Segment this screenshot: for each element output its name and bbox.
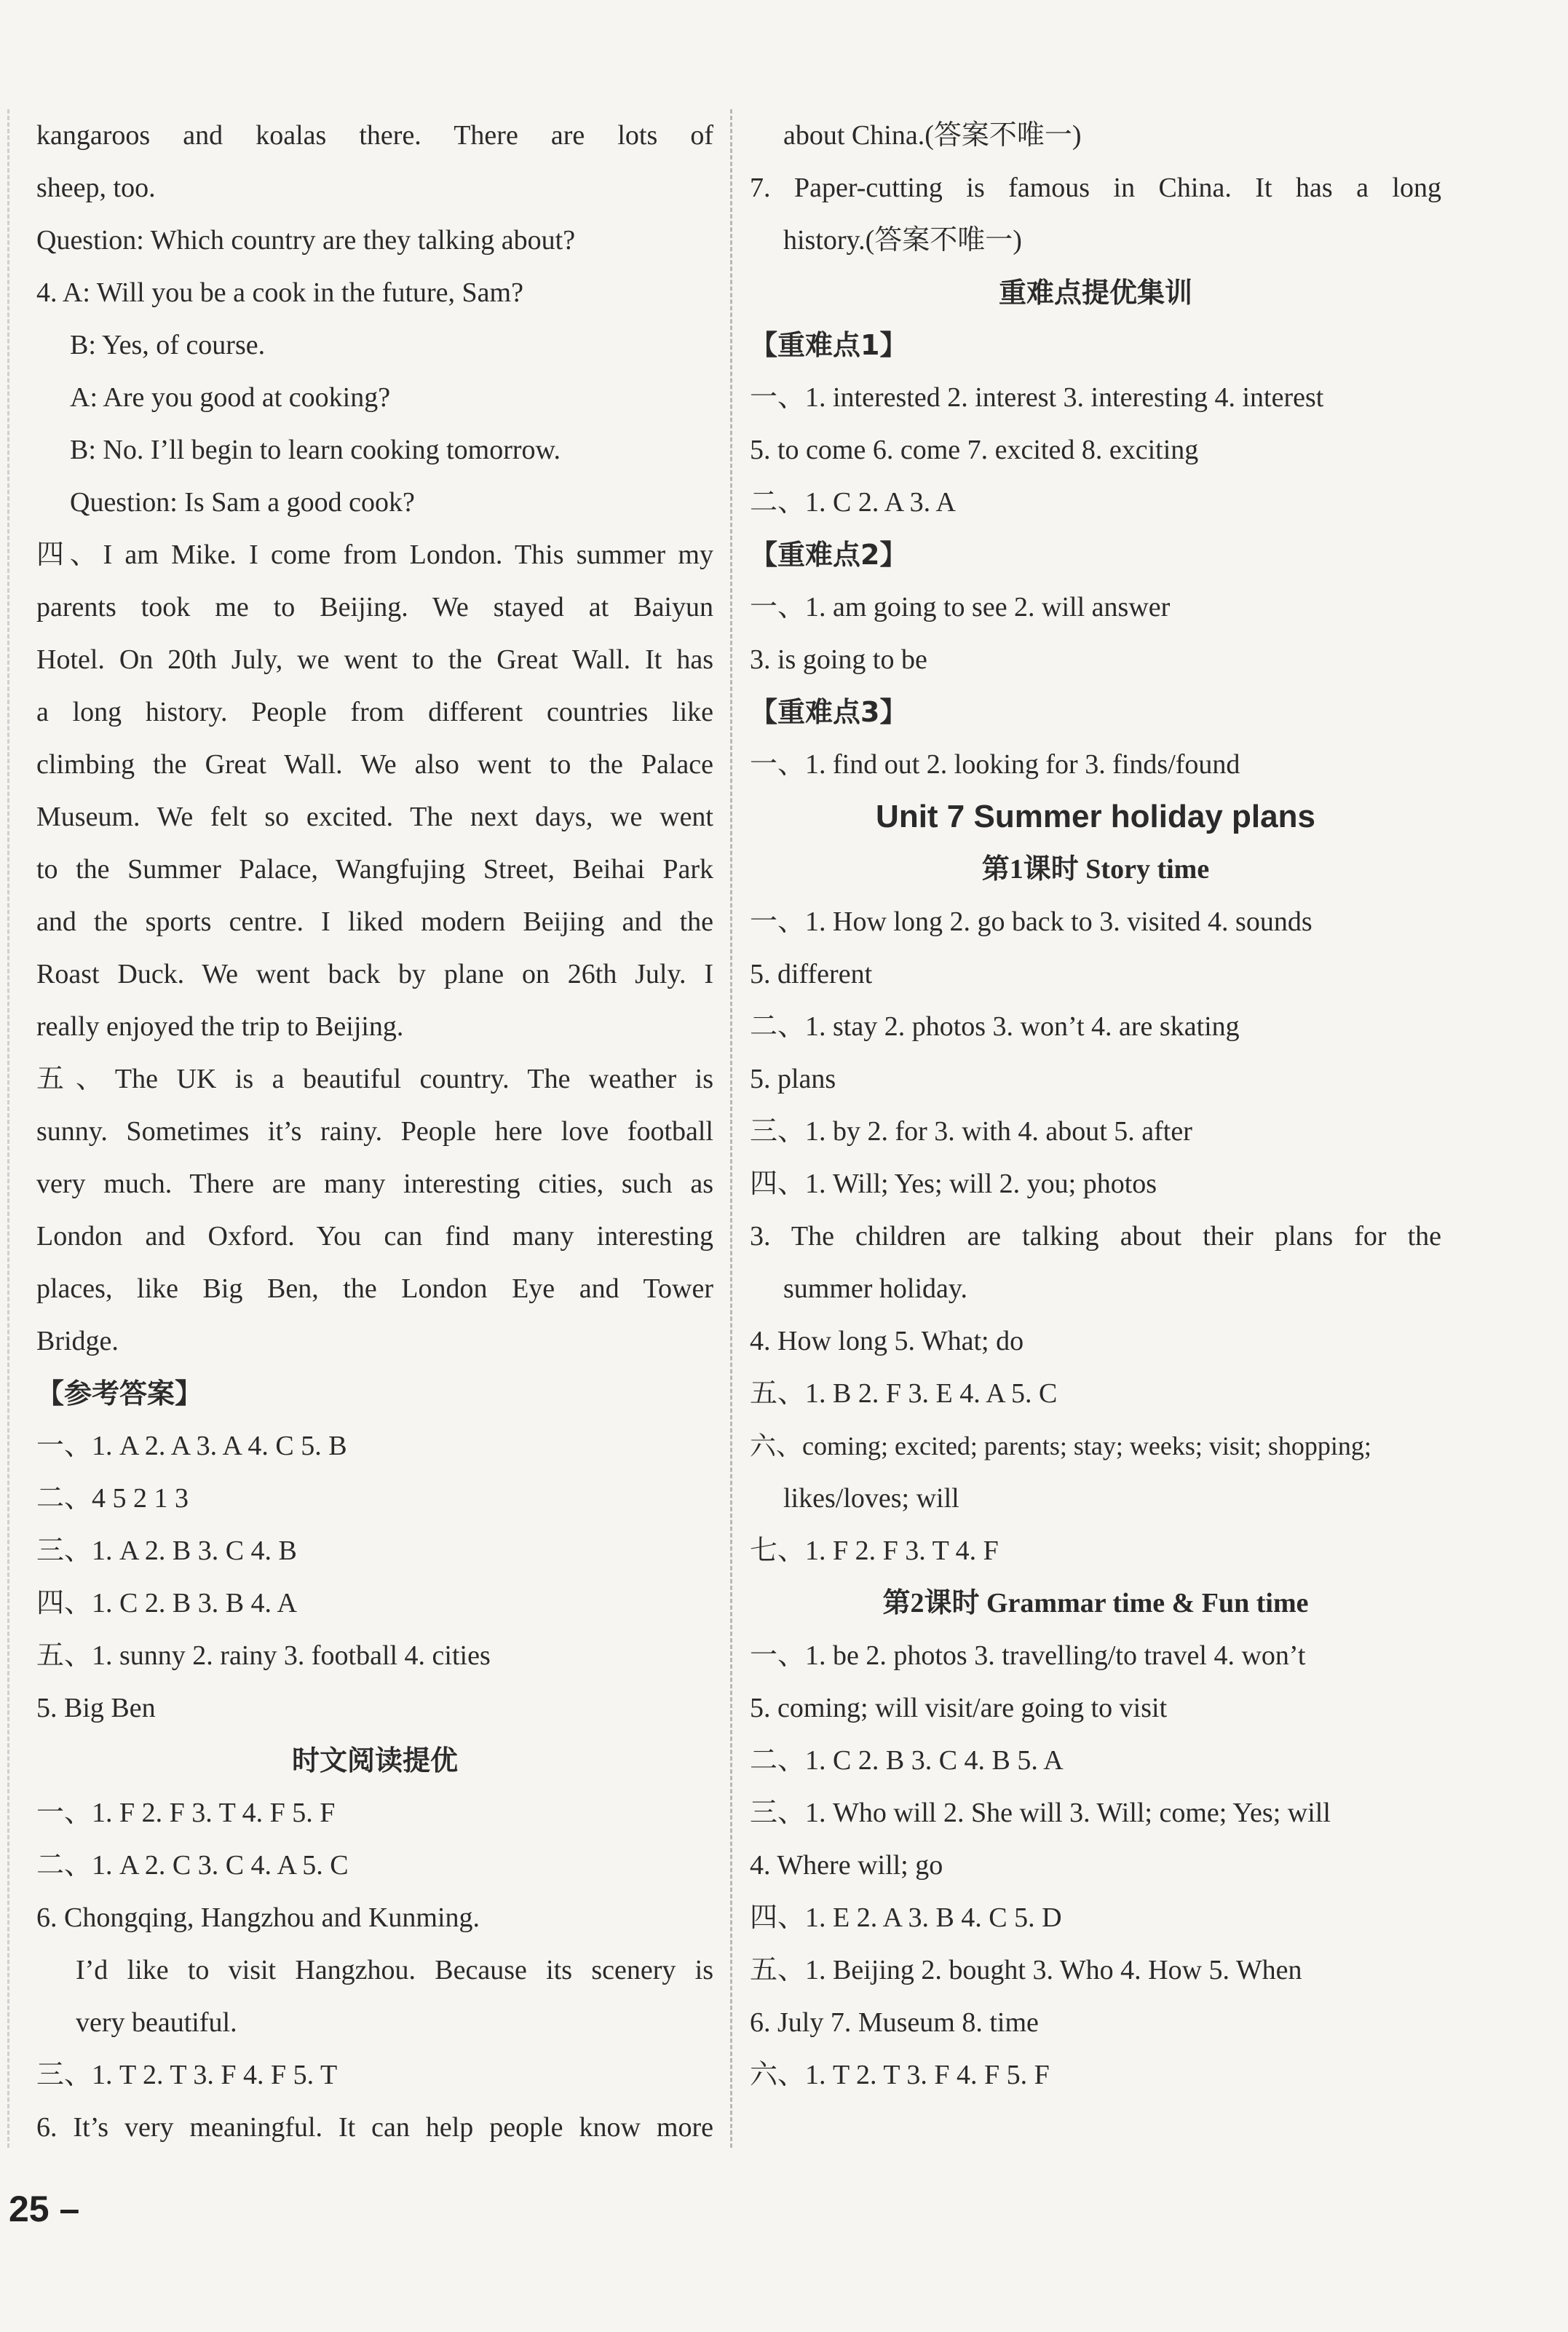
answer-line: 三、1. T 2. T 3. F 4. F 5. T	[36, 2060, 338, 2090]
answer-line: 7. Paper-cutting is famous in China. It has a long	[750, 173, 1441, 203]
passage-line: places, like Big Ben, the London Eye and Tower	[36, 1273, 713, 1304]
passage-line: London and Oxford. You can find many interesting	[36, 1221, 713, 1252]
passage-line: and the sports centre. I liked modern Beijing and the	[36, 906, 713, 937]
answer-line: 一、1. find out 2. looking for 3. finds/found	[750, 749, 1240, 780]
dialog-line: B: Yes, of course.	[70, 330, 266, 360]
answer-line: 五、1. sunny 2. rainy 3. football 4. cities	[36, 1640, 491, 1671]
answer-line: 五、1. B 2. F 3. E 4. A 5. C	[750, 1378, 1058, 1409]
right-column	[750, 109, 1441, 2101]
answer-line: 5. Big Ben	[36, 1693, 156, 1723]
left-column	[36, 109, 713, 2154]
answer-line: 5. to come 6. come 7. excited 8. exciting	[750, 435, 1199, 465]
dialog-line: A: Are you good at cooking?	[70, 382, 391, 413]
answer-line: 二、1. C 2. B 3. C 4. B 5. A	[750, 1745, 1064, 1776]
answer-line: 一、1. be 2. photos 3. travelling/to travel 4. won’t	[750, 1640, 1306, 1671]
answer-line: very beautiful.	[76, 2007, 237, 2038]
answer-line: 5. plans	[750, 1064, 836, 1094]
subsection-heading: 【重难点1】	[750, 329, 908, 361]
answer-line: 三、1. A 2. B 3. C 4. B	[36, 1535, 297, 1566]
answer-line: 一、1. A 2. A 3. A 4. C 5. B	[36, 1431, 347, 1461]
passage-line: climbing the Great Wall. We also went to the Palace	[36, 749, 713, 780]
passage-line: Roast Duck. We went back by plane on 26th July. I	[36, 959, 713, 989]
answer-line: 一、1. F 2. F 3. T 4. F 5. F	[36, 1798, 336, 1828]
passage-line: 四、I am Mike. I come from London. This summer my	[36, 539, 713, 570]
answer-line: 一、1. How long 2. go back to 3. visited 4. sounds	[750, 906, 1312, 937]
answer-line: 3. is going to be	[750, 644, 927, 675]
answer-line: 一、1. interested 2. interest 3. interesting 4. interest	[750, 382, 1324, 413]
page-number: 25 –	[9, 2189, 80, 2229]
passage-line: to the Summer Palace, Wangfujing Street, Beihai Park	[36, 854, 713, 885]
column-divider	[730, 109, 732, 2148]
subsection-heading: 【重难点2】	[750, 539, 908, 571]
passage-line: very much. There are many interesting cities, such as	[36, 1169, 713, 1199]
answer-line: likes/loves; will	[783, 1483, 959, 1514]
passage-line: Bridge.	[36, 1326, 119, 1356]
answer-line: 四、1. E 2. A 3. B 4. C 5. D	[750, 1902, 1062, 1933]
passage-line: a long history. People from different countries like	[36, 697, 713, 727]
answer-line: summer holiday.	[783, 1273, 967, 1304]
answer-line: 七、1. F 2. F 3. T 4. F	[750, 1535, 999, 1566]
answer-line: 六、1. T 2. T 3. F 4. F 5. F	[750, 2060, 1050, 2090]
lesson-heading: 第2课时 Grammar time & Fun time	[882, 1588, 1309, 1618]
lesson-heading: 第1课时 Story time	[981, 854, 1210, 885]
question-item: 4. A: Will you be a cook in the future, Sam?	[36, 277, 523, 308]
answer-line: 5. different	[750, 959, 873, 989]
answer-line: 二、1. stay 2. photos 3. won’t 4. are skating	[750, 1011, 1240, 1042]
answer-line: 5. coming; will visit/are going to visit	[750, 1693, 1168, 1723]
passage-line: 五、The UK is a beautiful country. The weather is	[36, 1064, 713, 1094]
left-margin-rule	[7, 109, 9, 2148]
answer-line: I’d like to visit Hangzhou. Because its scenery is	[76, 1955, 713, 1985]
text-line: sheep, too.	[36, 173, 156, 203]
answer-line: 4. Where will; go	[750, 1850, 943, 1881]
section-heading: 时文阅读提优	[291, 1744, 458, 1776]
section-heading: 重难点提优集训	[998, 277, 1192, 309]
passage-line: sunny. Sometimes it’s rainy. People here love football	[36, 1116, 713, 1147]
answer-line: 四、1. C 2. B 3. B 4. A	[36, 1588, 297, 1618]
answer-line: 五、1. Beijing 2. bought 3. Who 4. How 5. When	[750, 1955, 1302, 1985]
answer-line: 三、1. by 2. for 3. with 4. about 5. after	[750, 1116, 1192, 1147]
answer-line: 3. The children are talking about their plans for the	[750, 1221, 1441, 1252]
subsection-heading: 【重难点3】	[750, 696, 908, 728]
answer-key-heading: 【参考答案】	[36, 1378, 203, 1410]
answer-line: 6. July 7. Museum 8. time	[750, 2007, 1039, 2038]
answer-line: 二、1. C 2. A 3. A	[750, 487, 956, 518]
answer-line: about China.(答案不唯一)	[783, 120, 1082, 151]
answer-line: 三、1. Who will 2. She will 3. Will; come; Yes; will	[750, 1798, 1331, 1828]
answer-line: 一、1. am going to see 2. will answer	[750, 592, 1171, 622]
answer-line: 六、coming; excited; parents; stay; weeks; visit; shopping;	[750, 1431, 1371, 1461]
text-line: kangaroos and koalas there. There are lots of	[36, 120, 713, 151]
passage-line: really enjoyed the trip to Beijing.	[36, 1011, 404, 1042]
answer-line: 4. How long 5. What; do	[750, 1326, 1024, 1356]
dialog-line: B: No. I’ll begin to learn cooking tomorrow.	[70, 435, 561, 465]
unit-title: Unit 7 Summer holiday plans	[876, 799, 1315, 834]
answer-line: 二、1. A 2. C 3. C 4. A 5. C	[36, 1850, 349, 1881]
answer-line: 四、1. Will; Yes; will 2. you; photos	[750, 1169, 1157, 1199]
answer-line: 二、4 5 2 1 3	[36, 1483, 189, 1514]
passage-line: Museum. We felt so excited. The next days, we went	[36, 802, 713, 832]
passage-line: parents took me to Beijing. We stayed at Baiyun	[36, 592, 713, 622]
dialog-line: Question: Is Sam a good cook?	[70, 487, 415, 518]
answer-line: 6. Chongqing, Hangzhou and Kunming.	[36, 1902, 480, 1933]
answer-line: 6. It’s very meaningful. It can help people know more	[36, 2112, 713, 2143]
text-line: Question: Which country are they talking about?	[36, 225, 576, 256]
passage-line: Hotel. On 20th July, we went to the Great Wall. It has	[36, 644, 713, 675]
answer-line: history.(答案不唯一)	[783, 225, 1022, 256]
